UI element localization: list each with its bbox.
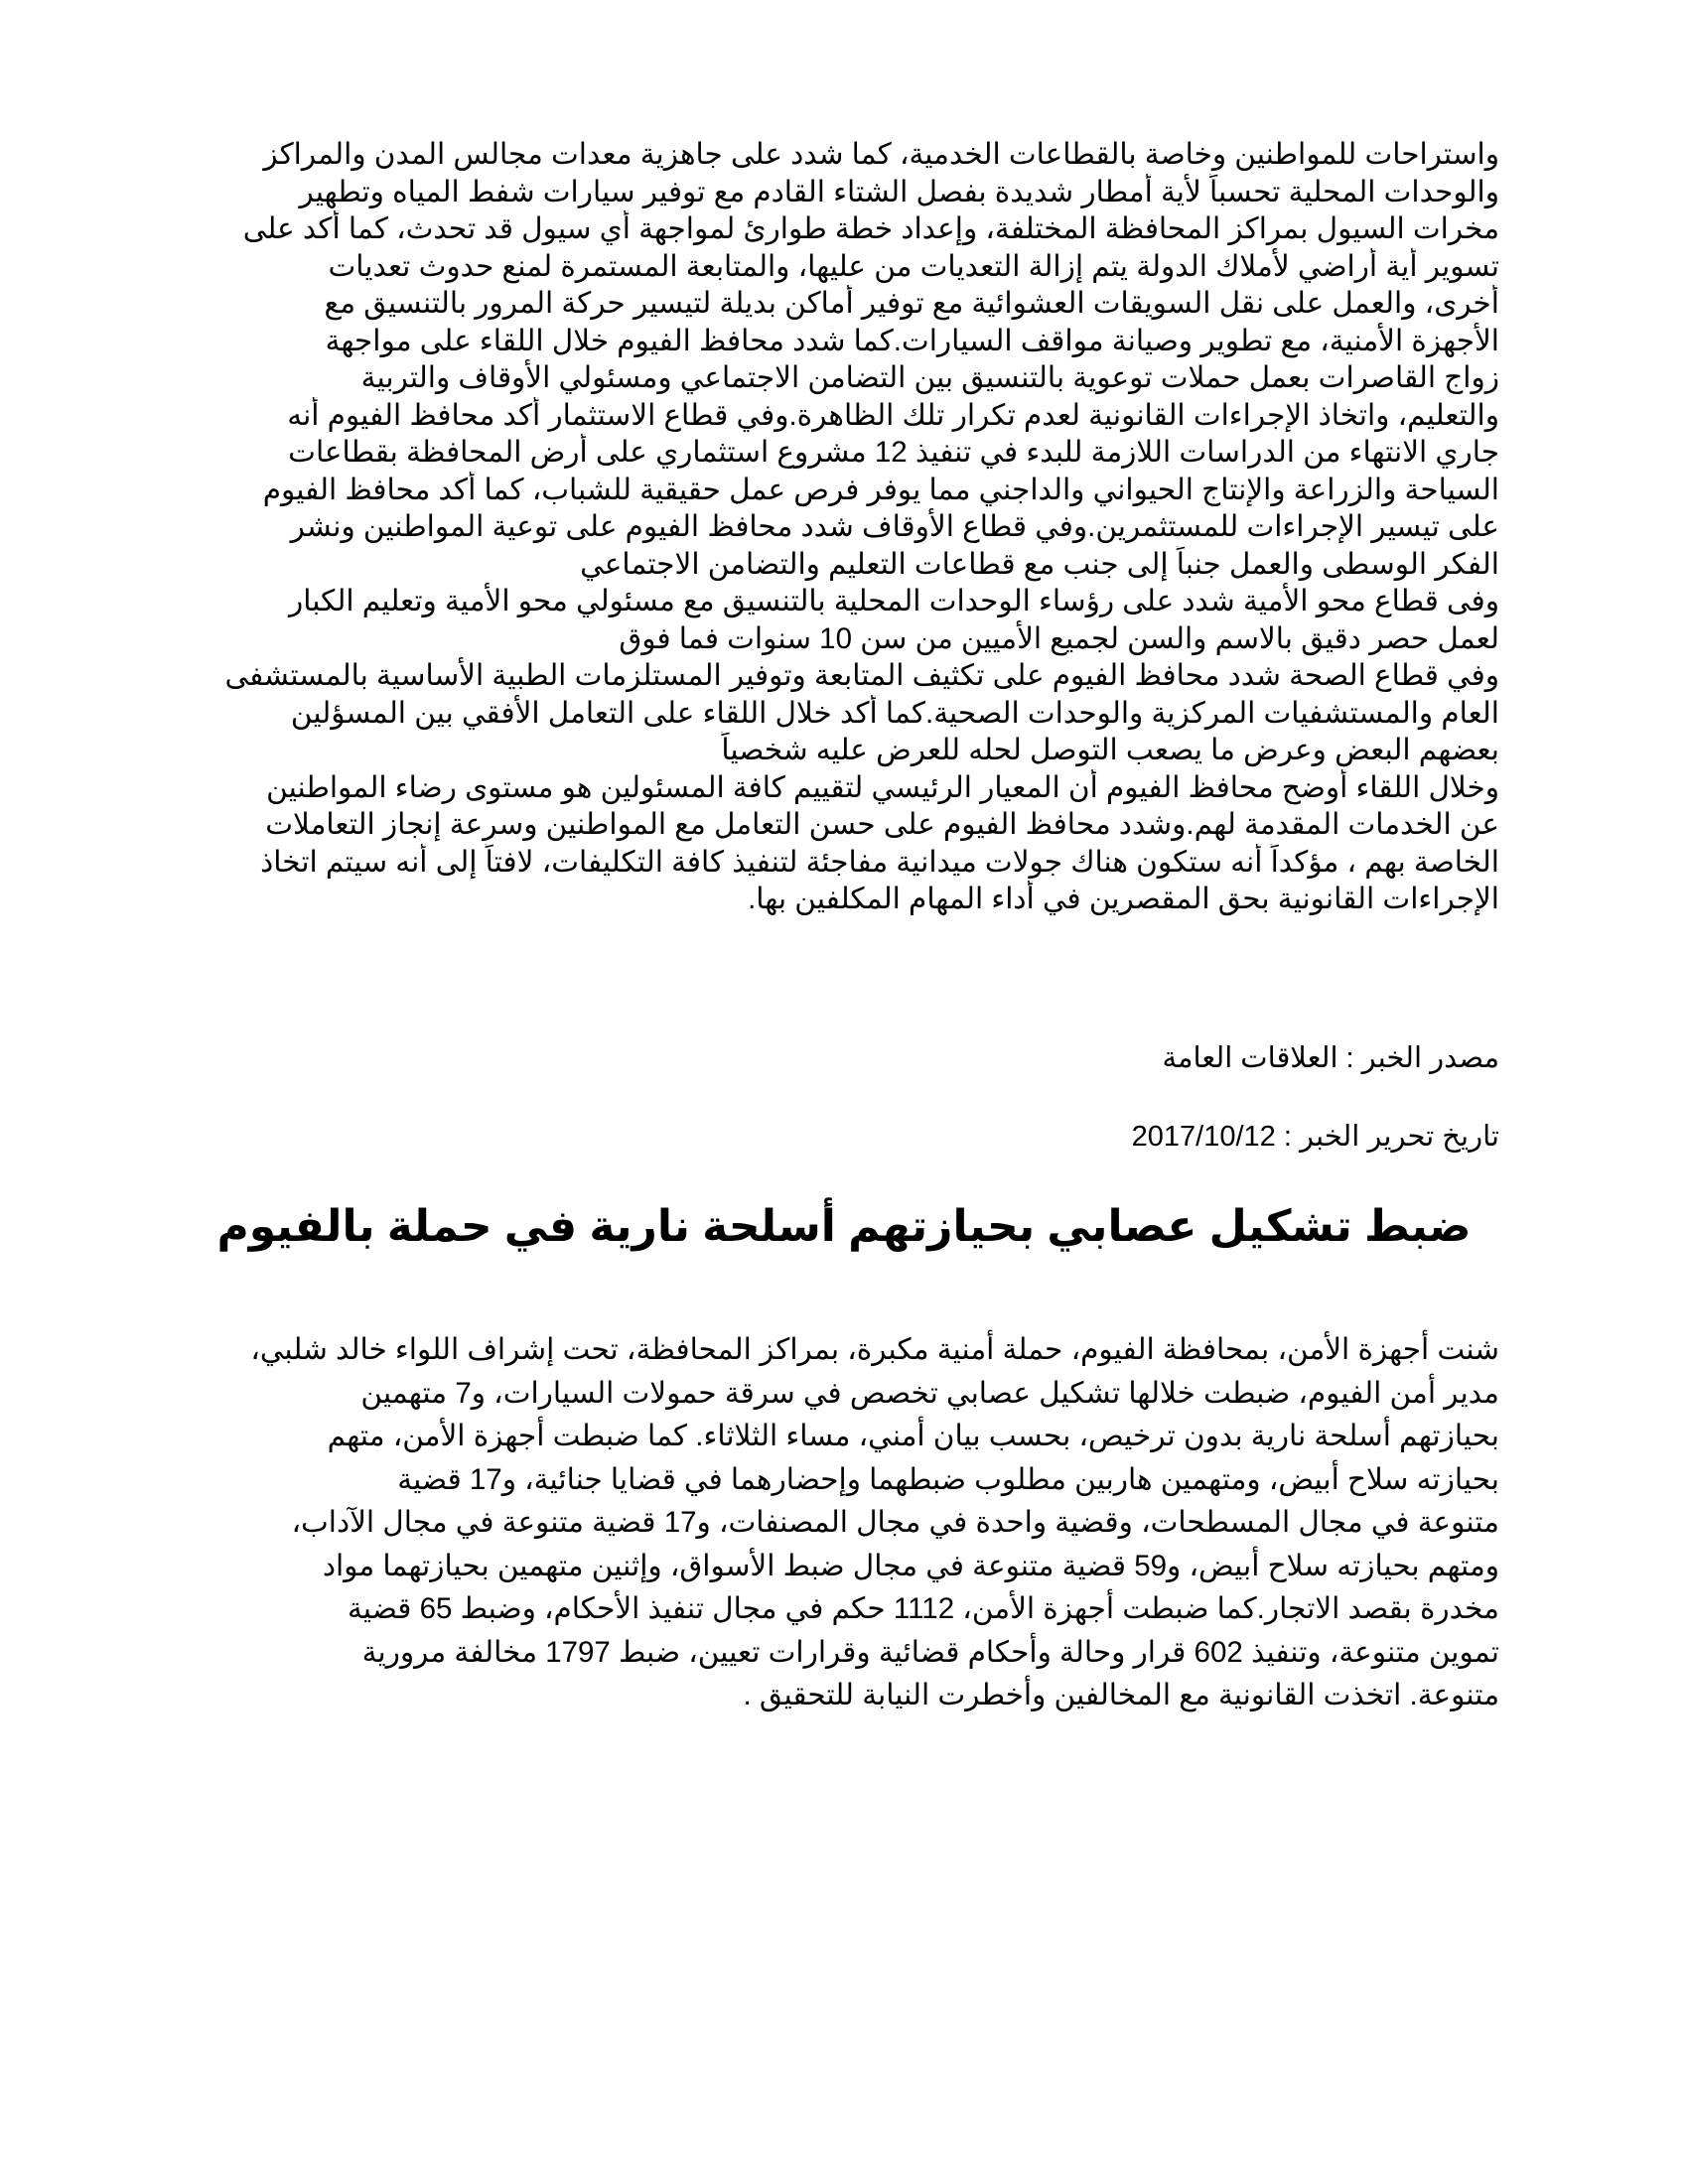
- paragraph-line: وفى قطاع محو الأمية شدد على رؤساء الوحدات المحلية بالتنسيق مع مسئولي محو الأمية وتعليم الكبار: [288, 585, 1499, 617]
- paragraph-line: شنت أجهزة الأمن، بمحافظة الفيوم، حملة أمنية مكبرة، بمراكز المحافظة، تحت إشراف اللواء خالد شلبي،: [250, 1333, 1499, 1366]
- paragraph-line: واستراحات للمواطنين وخاصة بالقطاعات الخدمية، كما شدد على جاهزية معدات مجالس المدن والمراكز: [263, 138, 1499, 171]
- paragraph-line: مدير أمن الفيوم، ضبطت خلالها تشكيل عصابي تخصص في سرقة حمولات السيارات، و7 متهمين: [360, 1376, 1499, 1410]
- paragraph-line: وفي قطاع الصحة شدد محافظ الفيوم على تكثيف المتابعة وتوفير المستلزمات الطبية الأساسية بالمستشفى: [224, 659, 1499, 692]
- paragraph-line: بعضهم البعض وعرض ما يصعب التوصل لحله للعرض عليه شخصياً: [721, 734, 1499, 766]
- paragraph-line: بحيازته سلاح أبيض، ومتهمين هاربين مطلوب ضبطهما وإحضارهما في قضايا جنائية، و17 قضية: [397, 1462, 1499, 1496]
- paragraph-line: وخلال اللقاء أوضح محافظ الفيوم أن المعيار الرئيسي لتقييم كافة المسئولين هو مستوى رضاء المواطنين: [266, 770, 1499, 804]
- paragraph-line: الفكر الوسطى والعمل جنباً إلى جنب مع قطاعات التعليم والتضامن الاجتماعي: [580, 547, 1499, 581]
- paragraph-line: بحيازتهم أسلحة نارية بدون ترخيص، بحسب بيان أمني، مساء الثلاثاء. كما ضبطت أجهزة الأمن، متهم: [327, 1420, 1499, 1452]
- paragraph-line: متنوعة. اتخذت القانونية مع المخالفين وأخطرت النيابة للتحقيق .: [743, 1679, 1499, 1711]
- paragraph-line: تموين متنوعة، وتنفيذ 602 قرار وحالة وأحكام قضائية وقرارات تعيين، ضبط 1797 مخالفة مرورية: [361, 1635, 1499, 1669]
- paragraph-line: الخاصة بهم ، مؤكداً أنه ستكون هناك جولات ميدانية مفاجئة لتنفيذ كافة التكليفات، لافتاً إلى أنه سيتم اتخاذ: [260, 845, 1499, 879]
- news-date-line: تاريخ تحرير الخبر : 2017/10/12: [1131, 1121, 1499, 1153]
- paragraph-line: والوحدات المحلية تحسباً لأية أمطار شديدة بفصل الشتاء القادم مع توفير سيارات شفط المياه وتطهير: [299, 175, 1499, 208]
- paragraph-line: عن الخدمات المقدمة لهم.وشدد محافظ الفيوم على حسن التعامل مع المواطنين وسرعة إنجاز التعاملات: [265, 808, 1499, 841]
- article-body-continued: [189, 136, 1499, 918]
- paragraph-line: متنوعة في مجال المسطحات، وقضية واحدة في مجال المصنفات، و17 قضية متنوعة في مجال الآداب،: [291, 1506, 1499, 1539]
- paragraph-line: ومتهم بحيازته سلاح أبيض، و59 قضية متنوعة في مجال ضبط الأسواق، وإثنين متهمين بحيازتهما مواد: [322, 1549, 1499, 1582]
- paragraph-line: والتعليم، واتخاذ الإجراءات القانونية لعدم تكرار تلك الظاهرة.وفي قطاع الاستثمار أكد محافظ الفيوم أنه: [287, 398, 1499, 432]
- paragraph-line: السياحة والزراعة والإنتاج الحيواني والداجني مما يوفر فرص عمل حقيقية للشباب، كما أكد محافظ الفيوم: [262, 473, 1499, 506]
- paragraph-line: تسوير أية أراضي لأملاك الدولة يتم إزالة التعديات من عليها، والمتابعة المستمرة لمنع حدوث تعديات: [328, 249, 1499, 283]
- paragraph-line: العام والمستشفيات المركزية والوحدات الصحية.كما أكد خلال اللقاء على التعامل الأفقي بين المسؤلين: [290, 696, 1499, 730]
- paragraph-line: لعمل حصر دقيق بالاسم والسن لجميع الأميين من سن 10 سنوات فما فوق: [619, 621, 1499, 655]
- paragraph-line: الإجراءات القانونية بحق المقصرين في أداء المهام المكلفين بها.: [748, 883, 1499, 915]
- news-source-line: مصدر الخبر : العلاقات العامة: [1162, 1042, 1499, 1074]
- paragraph-line: مخرات السيول بمراكز المحافظة المختلفة، وإعداد خطة طوارئ لمواجهة أي سيول قد تحدث، كما أكد على: [242, 212, 1499, 245]
- article-headline: ضبط تشكيل عصابي بحيازتهم أسلحة نارية في حملة بالفيوم: [216, 1202, 1472, 1251]
- paragraph-line: على تيسير الإجراءات للمستثمرين.وفي قطاع الأوقاف شدد محافظ الفيوم على توعية المواطنين ونشر: [290, 510, 1499, 543]
- paragraph-line: أخرى، والعمل على نقل السويقات العشوائية مع توفير أماكن بديلة لتيسير حركة المرور بالتنسيق مع: [324, 287, 1499, 320]
- paragraph-line: زواج القاصرات بعمل حملات توعوية بالتنسيق بين التضامن الاجتماعي ومسئولي الأوقاف والتربية: [360, 361, 1499, 394]
- paragraph-line: الأجهزة الأمنية، مع تطوير وصيانة مواقف السيارات.كما شدد محافظ الفيوم خلال اللقاء على مواجهة: [325, 324, 1499, 357]
- paragraph-line: جاري الانتهاء من الدراسات اللازمة للبدء في تنفيذ 12 مشروع استثماري على أرض المحافظة بقطاعات: [288, 436, 1499, 469]
- paragraph-line: مخدرة بقصد الاتجار.كما ضبطت أجهزة الأمن، 1112 حكم في مجال تنفيذ الأحكام، وضبط 65 قضية: [347, 1592, 1499, 1625]
- article-body: [189, 1328, 1499, 1717]
